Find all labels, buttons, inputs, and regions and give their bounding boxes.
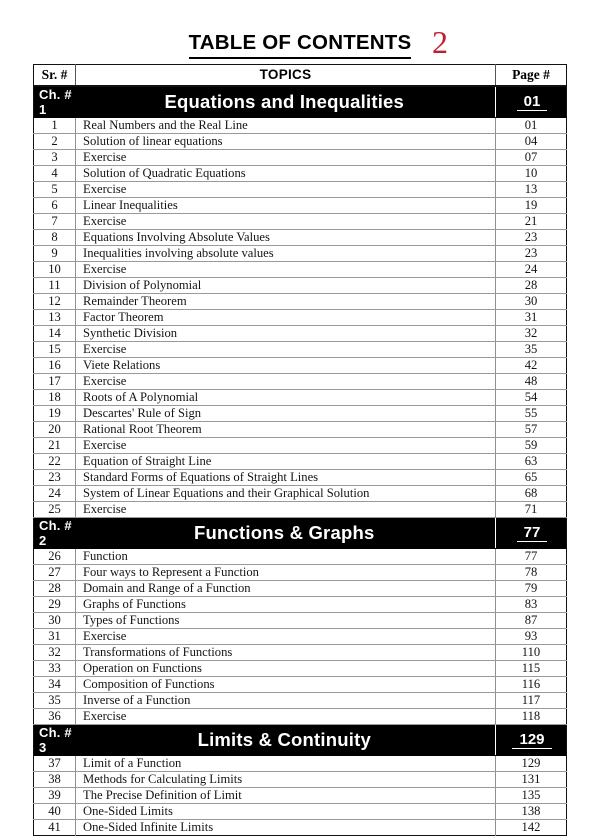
row-serial-number: 3 <box>34 149 76 165</box>
row-serial-number: 31 <box>34 628 76 644</box>
row-page-number: 30 <box>496 293 567 309</box>
page-title <box>0 30 600 59</box>
table-of-contents <box>33 64 567 836</box>
page-number-marker: 2 <box>432 24 448 60</box>
row-topic: Descartes' Rule of Sign <box>76 405 496 421</box>
row-serial-number: 30 <box>34 612 76 628</box>
row-topic: Exercise <box>76 373 496 389</box>
row-serial-number: 15 <box>34 341 76 357</box>
table-row <box>34 421 567 437</box>
table-row <box>34 245 567 261</box>
row-page-number: 31 <box>496 309 567 325</box>
row-page-number: 142 <box>521 819 541 834</box>
table-row <box>34 708 567 724</box>
row-page-number: 19 <box>496 197 567 213</box>
row-serial-number: 10 <box>34 261 76 277</box>
table-row <box>34 771 567 787</box>
row-serial-number: 12 <box>34 293 76 309</box>
row-page-number: 131 <box>496 771 567 787</box>
row-serial-number: 16 <box>34 357 76 373</box>
row-topic: Synthetic Division <box>76 325 496 341</box>
row-serial-number: 38 <box>34 771 76 787</box>
row-serial-number: 37 <box>34 755 76 771</box>
table-row <box>34 133 567 149</box>
row-serial-number: 36 <box>34 708 76 724</box>
table-row <box>34 373 567 389</box>
table-row <box>34 309 567 325</box>
row-serial-number: 6 <box>34 197 76 213</box>
row-serial-number: 29 <box>34 596 76 612</box>
row-topic: Inequalities involving absolute values <box>76 245 496 261</box>
row-topic: Exercise <box>76 213 496 229</box>
table-row <box>34 261 567 277</box>
table-row <box>34 564 567 580</box>
row-page-number: 04 <box>496 133 567 149</box>
row-serial-number: 19 <box>34 405 76 421</box>
row-page-number: 78 <box>496 564 567 580</box>
row-serial-number: 13 <box>34 309 76 325</box>
table-row <box>34 181 567 197</box>
row-topic: Domain and Range of a Function <box>76 580 496 596</box>
row-page-number: 87 <box>496 612 567 628</box>
table-row <box>34 596 567 612</box>
table-row <box>34 628 567 644</box>
row-page-number: 23 <box>496 245 567 261</box>
column-header-page: Page # <box>496 65 567 86</box>
row-serial-number: 23 <box>34 469 76 485</box>
row-serial-number: 5 <box>34 181 76 197</box>
row-topic: Exercise <box>76 501 496 517</box>
table-row <box>34 117 567 133</box>
chapter-title: Limits & Continuity <box>76 724 496 755</box>
column-header-topics: TOPICS <box>76 65 496 86</box>
chapter-page-number <box>496 517 567 548</box>
row-topic: Linear Inequalities <box>76 197 496 213</box>
row-topic: Composition of Functions <box>76 676 496 692</box>
row-serial-number: 34 <box>34 676 76 692</box>
row-topic: Solution of linear equations <box>76 133 496 149</box>
table-row <box>34 293 567 309</box>
table-row <box>34 660 567 676</box>
row-page-number: 77 <box>496 548 567 564</box>
row-serial-number: 17 <box>34 373 76 389</box>
row-serial-number: 1 <box>34 117 76 133</box>
row-page-number: 117 <box>496 692 567 708</box>
toc-body <box>34 65 567 836</box>
row-page-number: 65 <box>496 469 567 485</box>
table-header-row <box>34 65 567 86</box>
chapter-page-value: 01 <box>517 94 548 111</box>
table-row <box>34 405 567 421</box>
row-serial-number: 28 <box>34 580 76 596</box>
table-row <box>34 692 567 708</box>
row-page-number: 110 <box>496 644 567 660</box>
row-serial-number: 7 <box>34 213 76 229</box>
row-serial-number: 27 <box>34 564 76 580</box>
table-row <box>34 149 567 165</box>
chapter-page-number <box>496 86 567 118</box>
row-page-number: 48 <box>496 373 567 389</box>
row-page-number: 07 <box>496 149 567 165</box>
row-serial-number: 32 <box>34 644 76 660</box>
row-page-number: 115 <box>496 660 567 676</box>
chapter-page-value: 129 <box>512 732 551 749</box>
row-page-number: 32 <box>496 325 567 341</box>
row-serial-number: 9 <box>34 245 76 261</box>
row-page-number: 116 <box>496 676 567 692</box>
row-page-number: 63 <box>496 453 567 469</box>
row-serial-number: 11 <box>34 277 76 293</box>
table-row <box>34 277 567 293</box>
row-serial-number: 4 <box>34 165 76 181</box>
row-serial-number: 35 <box>34 692 76 708</box>
row-topic: Factor Theorem <box>76 309 496 325</box>
row-topic: Solution of Quadratic Equations <box>76 165 496 181</box>
row-page-number: 129 <box>496 755 567 771</box>
row-serial-number: 33 <box>34 660 76 676</box>
row-topic: Exercise <box>76 181 496 197</box>
table-row <box>34 213 567 229</box>
row-topic: The Precise Definition of Limit <box>76 787 496 803</box>
row-serial-number: 22 <box>34 453 76 469</box>
chapter-page-value: 77 <box>517 525 548 542</box>
row-page-number: 71 <box>496 501 567 517</box>
row-page-number: 28 <box>496 277 567 293</box>
row-topic: Operation on Functions <box>76 660 496 676</box>
row-page-number: 35 <box>496 341 567 357</box>
row-page-number: 24 <box>496 261 567 277</box>
row-topic: Real Numbers and the Real Line <box>76 117 496 133</box>
table-row <box>34 389 567 405</box>
table-row <box>34 325 567 341</box>
row-topic: One-Sided Infinite Limits <box>76 819 496 835</box>
table-row <box>34 548 567 564</box>
chapter-row <box>34 517 567 548</box>
row-page-number: 21 <box>496 213 567 229</box>
row-topic: Inverse of a Function <box>76 692 496 708</box>
row-serial-number: 25 <box>34 501 76 517</box>
row-topic: Exercise <box>76 341 496 357</box>
row-topic: Four ways to Represent a Function <box>76 564 496 580</box>
row-serial-number: 41 <box>34 819 76 835</box>
row-page-number: 57 <box>496 421 567 437</box>
row-page-number: 42 <box>496 357 567 373</box>
row-topic: Exercise <box>76 628 496 644</box>
table-row <box>34 469 567 485</box>
column-header-sr: Sr. # <box>34 65 76 86</box>
row-page-number: 83 <box>496 596 567 612</box>
row-page-number: 55 <box>496 405 567 421</box>
row-topic: Exercise <box>76 437 496 453</box>
row-serial-number: 8 <box>34 229 76 245</box>
table-row <box>34 803 567 819</box>
row-topic: Remainder Theorem <box>76 293 496 309</box>
row-topic: System of Linear Equations and their Graphical Solution <box>76 485 496 501</box>
row-topic: Types of Functions <box>76 612 496 628</box>
row-topic: Exercise <box>76 261 496 277</box>
row-page-number: 01 <box>496 117 567 133</box>
row-serial-number: 39 <box>34 787 76 803</box>
row-topic: Transformations of Functions <box>76 644 496 660</box>
row-page-number: 79 <box>496 580 567 596</box>
row-serial-number: 14 <box>34 325 76 341</box>
chapter-row <box>34 724 567 755</box>
row-page-number: 23 <box>496 229 567 245</box>
row-serial-number: 20 <box>34 421 76 437</box>
row-topic: Roots of A Polynomial <box>76 389 496 405</box>
row-page-number: 59 <box>496 437 567 453</box>
row-page-number: 93 <box>496 628 567 644</box>
table-row <box>34 612 567 628</box>
row-page-number: 54 <box>496 389 567 405</box>
chapter-row <box>34 86 567 118</box>
table-row <box>34 357 567 373</box>
row-topic: Division of Polynomial <box>76 277 496 293</box>
table-row <box>34 819 567 835</box>
row-page-number: 10 <box>496 165 567 181</box>
row-page-number: 118 <box>496 708 567 724</box>
row-page-number: 138 <box>496 803 567 819</box>
table-row <box>34 229 567 245</box>
row-topic: Limit of a Function <box>76 755 496 771</box>
row-topic: Function <box>76 548 496 564</box>
row-page-number: 68 <box>496 485 567 501</box>
row-serial-number: 18 <box>34 389 76 405</box>
row-serial-number: 21 <box>34 437 76 453</box>
chapter-title: Equations and Inequalities <box>76 86 496 118</box>
page-title-text: TABLE OF CONTENTS <box>189 30 412 59</box>
table-row <box>34 437 567 453</box>
table-row <box>34 501 567 517</box>
table-row <box>34 787 567 803</box>
row-page-number: 135 <box>496 787 567 803</box>
row-topic: Exercise <box>76 149 496 165</box>
chapter-label: Ch. # 1 <box>34 86 76 118</box>
row-topic: Equations Involving Absolute Values <box>76 229 496 245</box>
row-topic: Equation of Straight Line <box>76 453 496 469</box>
row-topic: Standard Forms of Equations of Straight Lines <box>76 469 496 485</box>
row-topic: One-Sided Limits <box>76 803 496 819</box>
row-topic: Graphs of Functions <box>76 596 496 612</box>
page-header <box>0 24 600 62</box>
chapter-page-number <box>496 724 567 755</box>
table-row <box>34 453 567 469</box>
row-topic: Viete Relations <box>76 357 496 373</box>
table-row <box>34 580 567 596</box>
table-row <box>34 341 567 357</box>
row-serial-number: 24 <box>34 485 76 501</box>
row-serial-number: 40 <box>34 803 76 819</box>
row-page-number: 13 <box>496 181 567 197</box>
table-row <box>34 644 567 660</box>
row-serial-number: 26 <box>34 548 76 564</box>
table-row <box>34 197 567 213</box>
chapter-label: Ch. # 3 <box>34 724 76 755</box>
chapter-label: Ch. # 2 <box>34 517 76 548</box>
row-topic: Methods for Calculating Limits <box>76 771 496 787</box>
table-row <box>34 165 567 181</box>
row-serial-number: 2 <box>34 133 76 149</box>
chapter-title: Functions & Graphs <box>76 517 496 548</box>
table-row <box>34 676 567 692</box>
row-topic: Rational Root Theorem <box>76 421 496 437</box>
table-row <box>34 485 567 501</box>
row-topic: Exercise <box>76 708 496 724</box>
table-row <box>34 755 567 771</box>
